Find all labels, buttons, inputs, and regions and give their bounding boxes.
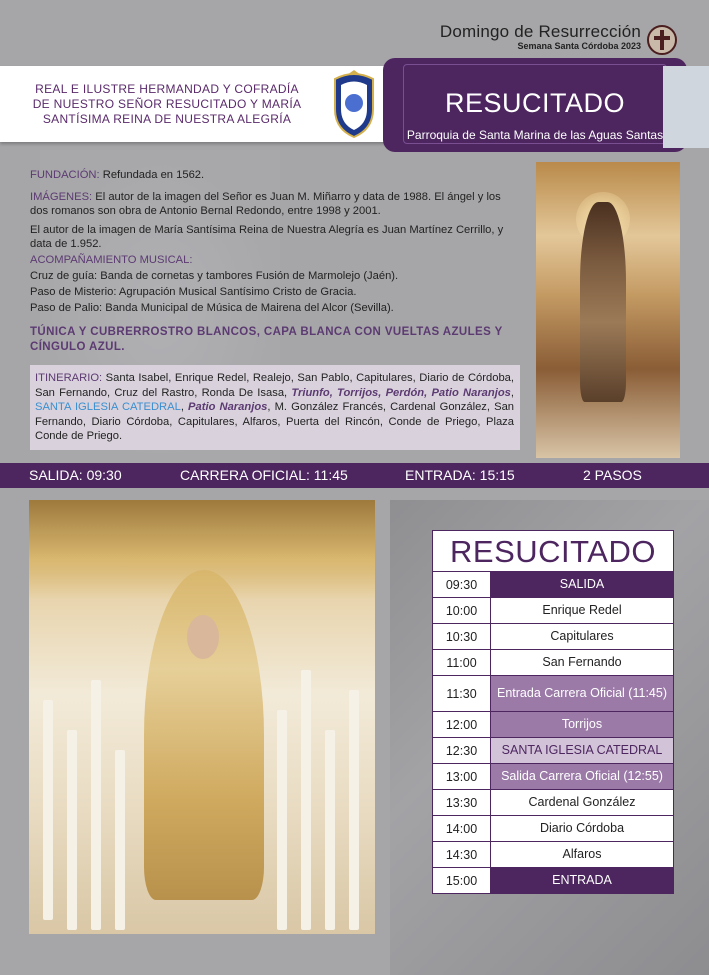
brotherhood-info bbox=[30, 168, 520, 357]
images-text: El autor de la imagen del Señor es Juan M. Miñarro y data de 1988. El ángel y los dos romanos son obra de Antonio Bernal Redondo, entre 1998 y 2001. bbox=[30, 191, 501, 217]
schedule-row bbox=[432, 842, 674, 868]
music-cross: Cruz de guía: Banda de cornetas y tambores Fusión de Marmolejo (Jaén). bbox=[30, 270, 399, 282]
music-mystery: Paso de Misterio: Agrupación Musical Santísimo Cristo de Gracia. bbox=[30, 286, 357, 298]
schedule-place: Capitulares bbox=[491, 624, 673, 649]
itinerary-cathedral: SANTA IGLESIA CATEDRAL bbox=[35, 401, 181, 413]
schedule-row bbox=[432, 738, 674, 764]
schedule-row bbox=[432, 650, 674, 676]
music-label: ACOMPAÑAMIENTO MUSICAL: bbox=[30, 254, 193, 266]
schedule-place: Entrada Carrera Oficial (11:45) bbox=[491, 676, 673, 711]
schedule-row bbox=[432, 816, 674, 842]
schedule-time: 11:00 bbox=[433, 650, 491, 675]
times-bar bbox=[0, 463, 709, 488]
brotherhood-line-1: REAL E ILUSTRE HERMANDAD Y COFRADÍA bbox=[35, 82, 299, 96]
schedule-place: Cardenal González bbox=[491, 790, 673, 815]
schedule-time: 13:00 bbox=[433, 764, 491, 789]
photo-reina-alegria bbox=[29, 500, 375, 934]
brotherhood-line-3: SANTÍSIMA REINA DE NUESTRA ALEGRÍA bbox=[42, 112, 292, 126]
schedule-row bbox=[432, 790, 674, 816]
images-text-2: El autor de la imagen de María Santísima Reina de Nuestra Alegría es Juan Martínez Cerrillo, y data de 1.952. bbox=[30, 224, 504, 250]
banner-glass-panel bbox=[663, 66, 709, 148]
schedule-time: 12:30 bbox=[433, 738, 491, 763]
schedule-rows bbox=[432, 572, 674, 894]
itinerary bbox=[30, 365, 520, 450]
schedule-place: Alfaros bbox=[491, 842, 673, 867]
schedule-time: 13:30 bbox=[433, 790, 491, 815]
foundation-label: FUNDACIÓN: bbox=[30, 169, 100, 181]
schedule-title: RESUCITADO bbox=[432, 530, 674, 572]
header-day: Domingo de Resurrección bbox=[439, 22, 641, 41]
schedule-place: Torrijos bbox=[491, 712, 673, 737]
foundation bbox=[30, 168, 520, 182]
schedule-time: 10:00 bbox=[433, 598, 491, 623]
salida-time: SALIDA: 09:30 bbox=[29, 467, 122, 483]
brotherhood-band bbox=[0, 66, 402, 142]
schedule-place: San Fernando bbox=[491, 650, 673, 675]
music-palio: Paso de Palio: Banda Municipal de Música de Mairena del Alcor (Sevilla). bbox=[30, 302, 394, 314]
tunic-description: TÚNICA Y CUBRERROSTRO BLANCOS, CAPA BLANCA CON VUELTAS AZULES Y CÍNGULO AZUL. bbox=[30, 326, 503, 353]
pasos-count: 2 PASOS bbox=[583, 467, 642, 483]
schedule-row bbox=[432, 572, 674, 598]
header-event: Semana Santa Córdoba 2023 bbox=[517, 41, 641, 51]
schedule-time: 14:00 bbox=[433, 816, 491, 841]
schedule-row bbox=[432, 712, 674, 738]
schedule-time: 12:00 bbox=[433, 712, 491, 737]
title-banner bbox=[383, 58, 687, 152]
schedule-place: ENTRADA bbox=[491, 868, 673, 893]
schedule-time: 09:30 bbox=[433, 572, 491, 597]
schedule-time: 11:30 bbox=[433, 676, 491, 711]
itinerary-part-1: Santa Isabel, Enrique Redel, Realejo, San Pablo, Capitulares, Diario de Córdoba, San Fernando, Cruz del Rastro, Ronda De Isasa, bbox=[35, 372, 514, 399]
parish-name: Parroquia de Santa Marina de las Aguas Santas bbox=[406, 128, 664, 142]
itinerary-label: ITINERARIO: bbox=[35, 372, 103, 384]
entrada-time: ENTRADA: 15:15 bbox=[405, 467, 515, 483]
schedule-row bbox=[432, 676, 674, 712]
schedule-place: SANTA IGLESIA CATEDRAL bbox=[491, 738, 673, 763]
itinerary-em-1: Triunfo, Torrijos, Perdón, Patio Naranjos bbox=[291, 386, 511, 399]
schedule-row bbox=[432, 624, 674, 650]
schedule-place: SALIDA bbox=[491, 572, 673, 597]
schedule-row bbox=[432, 868, 674, 894]
itinerary-part-2: , M. González Francés, Cardenal González, San Fernando, Diario Córdoba, Capitulares, Alfaros, Puerta del Rincón, Conde de Priego, Plaza Conde de Priego. bbox=[35, 401, 515, 442]
schedule-row bbox=[432, 598, 674, 624]
schedule-row bbox=[432, 764, 674, 790]
itinerary-sep-1: , bbox=[510, 386, 514, 399]
schedule-place: Salida Carrera Oficial (12:55) bbox=[491, 764, 673, 789]
images bbox=[30, 190, 520, 218]
cross-medallion-icon bbox=[647, 25, 677, 55]
schedule-time: 10:30 bbox=[433, 624, 491, 649]
photo-resucitado bbox=[536, 162, 680, 458]
schedule-place: Diario Córdoba bbox=[491, 816, 673, 841]
brotherhood-crest-icon bbox=[327, 69, 381, 139]
schedule-time: 15:00 bbox=[433, 868, 491, 893]
images-label: IMÁGENES: bbox=[30, 191, 93, 203]
itinerary-em-2: Patio Naranjos bbox=[188, 401, 268, 413]
header-date bbox=[440, 22, 641, 51]
carrera-oficial-time: CARRERA OFICIAL: 11:45 bbox=[180, 467, 348, 483]
schedule-time: 14:30 bbox=[433, 842, 491, 867]
schedule-place: Enrique Redel bbox=[491, 598, 673, 623]
brotherhood-name bbox=[22, 82, 312, 127]
itinerary-sep-2: , bbox=[180, 401, 189, 413]
page-title: RESUCITADO bbox=[444, 88, 625, 118]
brotherhood-line-2: DE NUESTRO SEÑOR RESUCITADO Y MARÍA bbox=[32, 97, 302, 111]
foundation-text: Refundada en 1562. bbox=[102, 169, 205, 181]
schedule-table bbox=[432, 530, 674, 894]
